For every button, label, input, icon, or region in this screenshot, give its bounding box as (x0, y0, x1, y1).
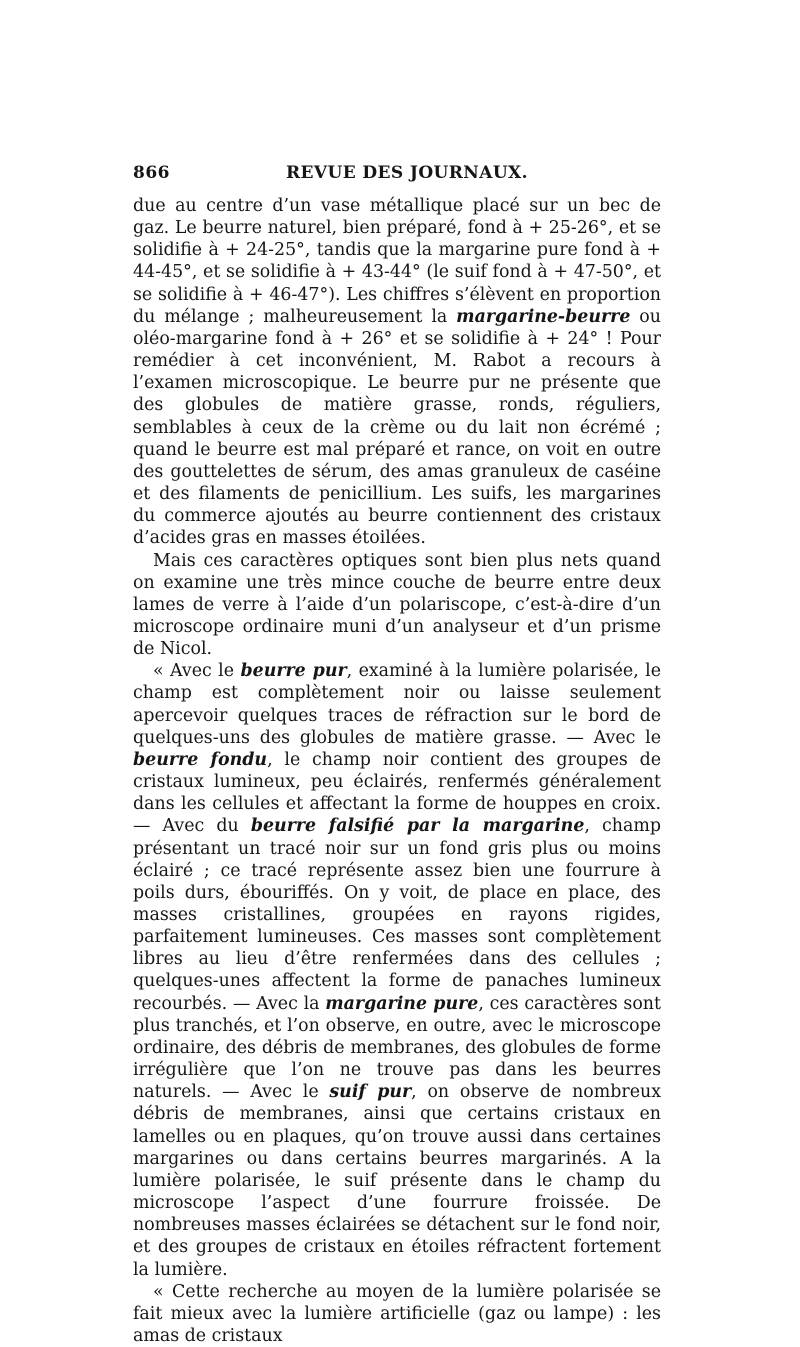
page-header (133, 163, 661, 191)
text-run: , le champ noir contient des groupes de cristaux lumineux, peu éclairés, renfermés généralement dans les cellules et affectant la forme de houppes en croix. — Avec du (133, 749, 662, 837)
text-run: , on observe de nombreux débris de membranes, ainsi que certains cristaux en lamelles ou en plaques, qu’on trouve aussi dans certaines margarines ou dans certains beurres margarinés. A la lumière polarisée, le suif présente dans le champ du microscope l’aspect d’une fourrure froissée. De nombreuses masses éclairées se détachent sur le fond noir, et des groupes de cristaux en étoiles réfractent fortement la lumière. (133, 1082, 661, 1280)
text-run: ou oléo-margarine fond à + 26° et se solidifie à + 24° ! Pour remédier à cet inconvénient, M. Rabot a recours à l’examen microscopique. Le beurre pur ne présente que des globules de matière grasse, ronds, réguliers, semblables à ceux de la crème ou du lait non écrémé ; quand le beurre est mal préparé et rance, on voit en outre des gouttelettes de sérum, des amas granuleux de caséine et des filaments de penicillium. Les suifs, les margarines du commerce ajoutés au beurre contiennent des cristaux d’acides gras en masses étoilées. (133, 306, 661, 549)
italic-term: margarine pure (325, 993, 479, 1014)
paragraph-4 (133, 1281, 661, 1347)
page-number: 866 (133, 163, 170, 183)
text-run: due au centre d’un vase métallique placé sur un bec de gaz. Le beurre naturel, bien préparé, fond à + 25-26°, et se solidifie à + 24-25°, tandis que la margarine pure fond à + 44-45°, et se solidifie à + 43-44° (le suif fond à + 47-50°, et se solidifie à + 46-47°). Les chiffres s’élèvent en proportion du mélange ; malheureusement la (133, 196, 661, 327)
italic-term: margarine-beurre (456, 306, 631, 327)
text-run: , ces caractères sont plus tranchés, et l’on observe, en outre, avec le microscope ordinaire, des débris de membranes, des globules de forme irrégulière que l’on ne trouve pas dans les beurres naturels. — Avec le (133, 993, 661, 1103)
text-run: « Cette recherche au moyen de la lumière polarisée se fait mieux avec la lumière artificielle (gaz ou lampe) : les amas de cristaux (133, 1281, 661, 1346)
running-title: REVUE DES JOURNAUX. (286, 163, 528, 183)
paragraph-3 (133, 660, 661, 1280)
italic-term: beurre pur (240, 661, 347, 682)
paragraph-1 (133, 195, 661, 550)
text-run: « Avec le (153, 661, 241, 682)
text-run: Mais ces caractères optiques sont bien plus nets quand on examine une très mince couche de beurre entre deux lames de verre à l’aide d’un polariscope, c’est-à-dire d’un microscope ordinaire muni d’un analyseur et d’un prisme de Nicol. (133, 550, 661, 660)
paragraph-2 (133, 550, 661, 661)
italic-term: suif pur (329, 1082, 412, 1103)
article-body (133, 195, 661, 1347)
italic-term: beurre fondu (133, 749, 268, 770)
text-run: , champ présentant un tracé noir sur un fond gris plus ou moins éclairé ; ce tracé représente assez bien une fourrure à poils durs, ébouriffés. On y voit, de place en place, des masses cristallines, groupées en rayons rigides, parfaitement lumineuses. Ces masses sont complètement libres au lieu d’être renfermées dans des cellules ; quelques-unes affectent la forme de panaches lumineux recourbés. — Avec la (133, 816, 661, 1014)
text-run: , examiné à la lumière polarisée, le champ est complètement noir ou laisse seulement apercevoir quelques traces de réfraction sur le bord de quelques-uns des globules de matière grasse. — Avec le (133, 661, 661, 748)
italic-term: beurre falsifié par la margarine (250, 816, 585, 837)
